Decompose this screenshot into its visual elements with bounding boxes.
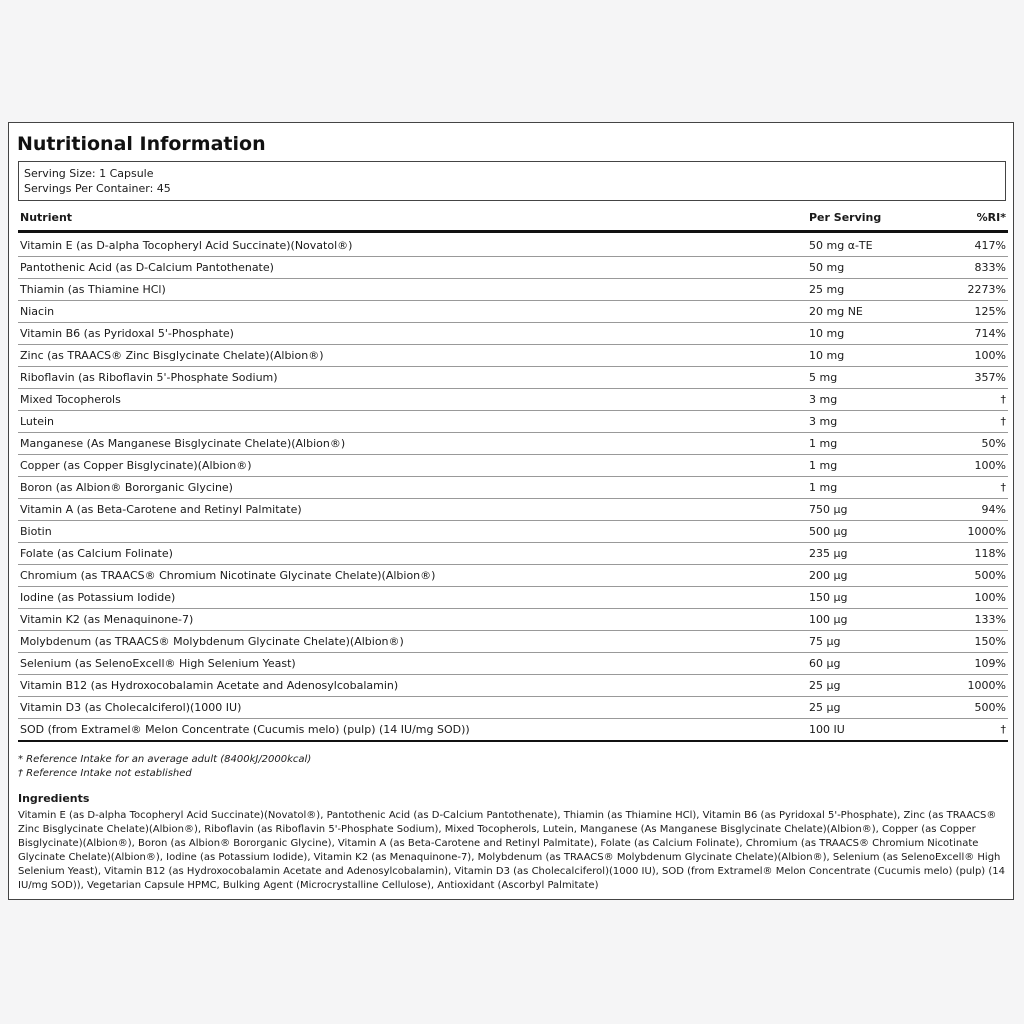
cell-ri: 125%	[951, 301, 1008, 323]
servings-per-container: Servings Per Container: 45	[24, 182, 171, 195]
cell-ri: 357%	[951, 367, 1008, 389]
cell-ri: 500%	[951, 565, 1008, 587]
cell-per-serving: 200 μg	[807, 565, 951, 587]
cell-nutrient: Riboflavin (as Riboflavin 5'-Phosphate Sodium)	[18, 367, 807, 389]
cell-nutrient: Vitamin A (as Beta-Carotene and Retinyl Palmitate)	[18, 499, 807, 521]
table-row	[18, 543, 1008, 565]
table-row	[18, 232, 1008, 257]
cell-per-serving: 100 μg	[807, 609, 951, 631]
cell-nutrient: Vitamin B6 (as Pyridoxal 5'-Phosphate)	[18, 323, 807, 345]
table-row	[18, 477, 1008, 499]
cell-per-serving: 235 μg	[807, 543, 951, 565]
cell-per-serving: 75 μg	[807, 631, 951, 653]
cell-per-serving: 100 IU	[807, 719, 951, 742]
cell-nutrient: Molybdenum (as TRAACS® Molybdenum Glycinate Chelate)(Albion®)	[18, 631, 807, 653]
cell-per-serving: 5 mg	[807, 367, 951, 389]
cell-nutrient: Manganese (As Manganese Bisglycinate Chelate)(Albion®)	[18, 433, 807, 455]
cell-nutrient: Biotin	[18, 521, 807, 543]
cell-ri: 133%	[951, 609, 1008, 631]
cell-per-serving: 20 mg NE	[807, 301, 951, 323]
cell-nutrient: Vitamin D3 (as Cholecalciferol)(1000 IU)	[18, 697, 807, 719]
cell-ri: 100%	[951, 587, 1008, 609]
table-row	[18, 323, 1008, 345]
footnote-reference: * Reference Intake for an average adult (8400kJ/2000kcal)	[18, 754, 312, 765]
cell-nutrient: Chromium (as TRAACS® Chromium Nicotinate Glycinate Chelate)(Albion®)	[18, 565, 807, 587]
ingredients-text: Vitamin E (as D-alpha Tocopheryl Acid Succinate)(Novatol®), Pantothenic Acid (as D-Calcium Pantothenate), Thiamin (as Thiamine HCl), Vitamin B6 (as Pyridoxal 5'-Phosphate), Zinc (as TRAACS® Zinc Bisglycinate Chelate)(Albion®), Riboflavin (as Riboflavin 5'-Phosphate Sodium), Mixed Tocopherols, Lutein, Manganese (As Manganese Bisglycinate Chelate)(Albion®), Copper (as Copper Bisglycinate)(Albion®), Boron (as Albion® Bororganic Glycine), Vitamin A (as Beta-Carotene and Retinyl Palmitate), Folate (as Calcium Folinate), Chromium (as TRAACS® Chromium Nicotinate Glycinate Chelate)(Albion®), Iodine (as Potassium Iodide), Vitamin K2 (as Menaquinone-7), Molybdenum (as TRAACS® Molybdenum Glycinate Chelate)(Albion®), Selenium (as SelenoExcell® High Selenium Yeast), Vitamin B12 (as Hydroxocobalamin Acetate and Adenosylcobalamin), Vitamin D3 (as Cholecalciferol)(1000 IU), SOD (from Extramel® Melon Concentrate (Cucumis melo) (pulp) (14 IU/mg SOD)), Vegetarian Capsule HPMC, Bulking Agent (Microcrystalline Cellulose), Antioxidant (Ascorbyl Palmitate)	[18, 810, 1006, 891]
cell-per-serving: 1 mg	[807, 477, 951, 499]
table-row	[18, 389, 1008, 411]
cell-per-serving: 750 μg	[807, 499, 951, 521]
table-row	[18, 279, 1008, 301]
cell-ri: 100%	[951, 455, 1008, 477]
nutrition-panel	[8, 122, 1014, 900]
table-row	[18, 345, 1008, 367]
cell-per-serving: 3 mg	[807, 411, 951, 433]
table-row	[18, 719, 1008, 742]
cell-per-serving: 25 μg	[807, 697, 951, 719]
cell-nutrient: Copper (as Copper Bisglycinate)(Albion®)	[18, 455, 807, 477]
cell-ri: 1000%	[951, 521, 1008, 543]
cell-ri: 109%	[951, 653, 1008, 675]
table-row	[18, 367, 1008, 389]
header-per-serving: Per Serving	[807, 205, 951, 232]
cell-nutrient: Vitamin K2 (as Menaquinone-7)	[18, 609, 807, 631]
cell-per-serving: 25 μg	[807, 675, 951, 697]
page-title: Nutritional Information	[17, 133, 266, 155]
nutrient-table	[18, 205, 1008, 742]
table-row	[18, 631, 1008, 653]
table-row	[18, 653, 1008, 675]
cell-nutrient: Vitamin E (as D-alpha Tocopheryl Acid Succinate)(Novatol®)	[18, 232, 807, 257]
cell-nutrient: Niacin	[18, 301, 807, 323]
table-row	[18, 609, 1008, 631]
table-row	[18, 257, 1008, 279]
cell-per-serving: 50 mg α-TE	[807, 232, 951, 257]
cell-ri: †	[951, 411, 1008, 433]
cell-per-serving: 10 mg	[807, 345, 951, 367]
header-nutrient: Nutrient	[18, 205, 807, 232]
footnotes	[18, 753, 311, 781]
cell-nutrient: Boron (as Albion® Bororganic Glycine)	[18, 477, 807, 499]
cell-nutrient: Folate (as Calcium Folinate)	[18, 543, 807, 565]
serving-info-box	[18, 161, 1006, 201]
cell-ri: 833%	[951, 257, 1008, 279]
cell-per-serving: 500 μg	[807, 521, 951, 543]
cell-ri: †	[951, 719, 1008, 742]
cell-per-serving: 1 mg	[807, 433, 951, 455]
cell-ri: 118%	[951, 543, 1008, 565]
table-row	[18, 301, 1008, 323]
ingredients-title: Ingredients	[18, 792, 90, 805]
cell-nutrient: Iodine (as Potassium Iodide)	[18, 587, 807, 609]
cell-nutrient: Lutein	[18, 411, 807, 433]
table-row	[18, 521, 1008, 543]
table-row	[18, 455, 1008, 477]
cell-ri: 2273%	[951, 279, 1008, 301]
cell-ri: †	[951, 477, 1008, 499]
cell-ri: 714%	[951, 323, 1008, 345]
cell-nutrient: Selenium (as SelenoExcell® High Selenium Yeast)	[18, 653, 807, 675]
table-row	[18, 411, 1008, 433]
cell-per-serving: 60 μg	[807, 653, 951, 675]
cell-per-serving: 25 mg	[807, 279, 951, 301]
footnote-not-established: † Reference Intake not established	[18, 768, 192, 779]
table-row	[18, 433, 1008, 455]
cell-nutrient: Thiamin (as Thiamine HCl)	[18, 279, 807, 301]
cell-ri: 417%	[951, 232, 1008, 257]
cell-ri: 1000%	[951, 675, 1008, 697]
cell-ri: 150%	[951, 631, 1008, 653]
table-row	[18, 587, 1008, 609]
table-row	[18, 565, 1008, 587]
cell-nutrient: SOD (from Extramel® Melon Concentrate (Cucumis melo) (pulp) (14 IU/mg SOD))	[18, 719, 807, 742]
cell-ri: 94%	[951, 499, 1008, 521]
cell-ri: 50%	[951, 433, 1008, 455]
cell-per-serving: 150 μg	[807, 587, 951, 609]
cell-per-serving: 10 mg	[807, 323, 951, 345]
cell-per-serving: 50 mg	[807, 257, 951, 279]
nutrient-table-body	[18, 232, 1008, 742]
serving-size: Serving Size: 1 Capsule	[24, 167, 154, 180]
cell-ri: 500%	[951, 697, 1008, 719]
cell-nutrient: Vitamin B12 (as Hydroxocobalamin Acetate and Adenosylcobalamin)	[18, 675, 807, 697]
table-row	[18, 697, 1008, 719]
header-ri: %RI*	[951, 205, 1008, 232]
cell-nutrient: Pantothenic Acid (as D-Calcium Pantothenate)	[18, 257, 807, 279]
cell-per-serving: 1 mg	[807, 455, 951, 477]
cell-ri: †	[951, 389, 1008, 411]
cell-nutrient: Zinc (as TRAACS® Zinc Bisglycinate Chelate)(Albion®)	[18, 345, 807, 367]
table-header-row	[18, 205, 1008, 232]
cell-per-serving: 3 mg	[807, 389, 951, 411]
cell-nutrient: Mixed Tocopherols	[18, 389, 807, 411]
table-row	[18, 675, 1008, 697]
cell-ri: 100%	[951, 345, 1008, 367]
table-row	[18, 499, 1008, 521]
